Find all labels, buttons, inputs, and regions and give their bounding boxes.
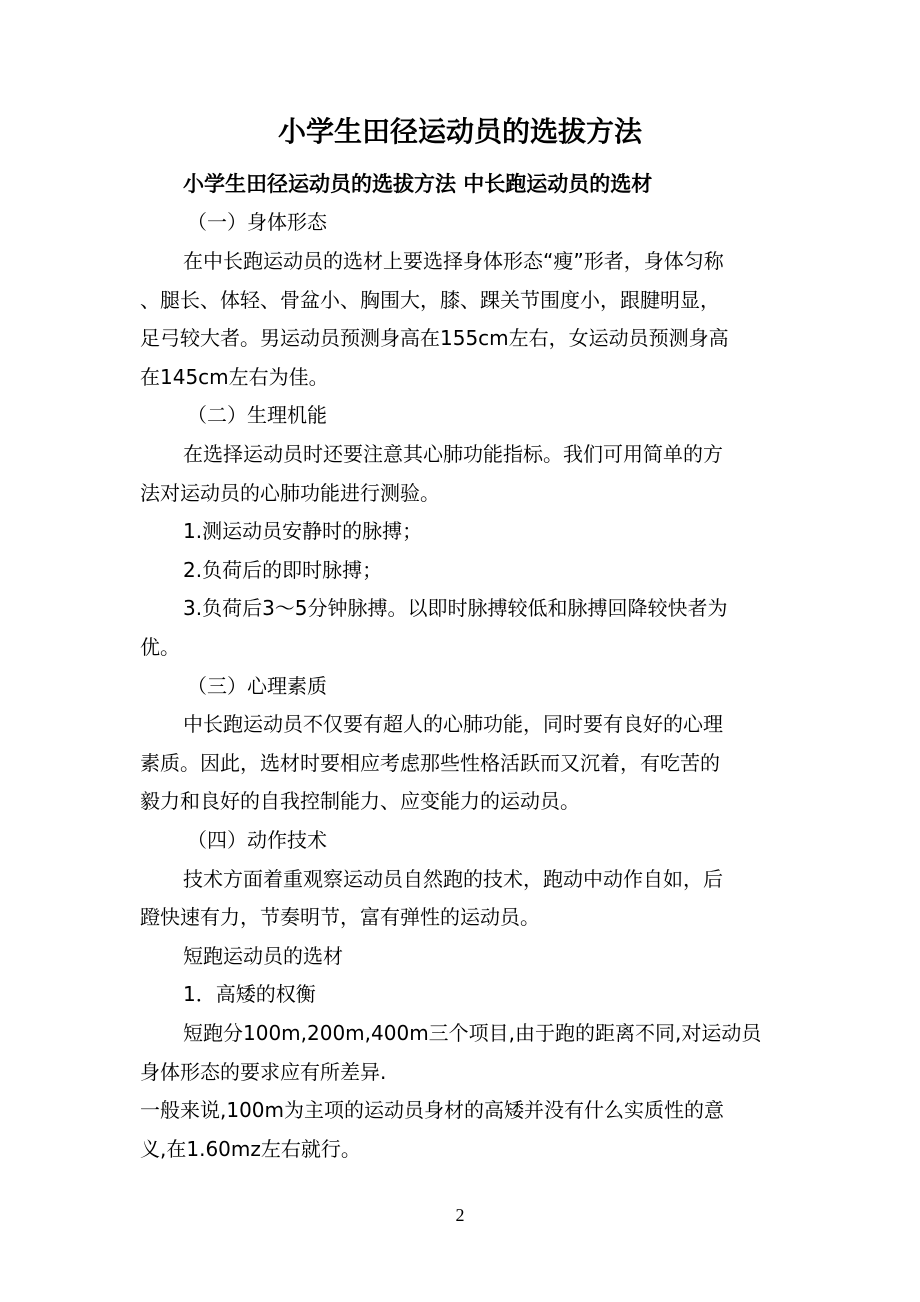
paragraph-line: 优。 <box>140 635 180 659</box>
list-item: 1.测运动员安静时的脉搏； <box>183 519 423 543</box>
section-heading-body-form: （一）身体形态 <box>187 210 327 234</box>
paragraph-line: 身体形态的要求应有所差异. <box>140 1060 387 1084</box>
section-heading-technique: （四）动作技术 <box>187 828 327 852</box>
paragraph-line: 蹬快速有力，节奏明节，富有弹性的运动员。 <box>140 905 540 929</box>
subheading-height: 1．高矮的权衡 <box>183 982 316 1006</box>
paragraph-line: 毅力和良好的自我控制能力、应变能力的运动员。 <box>140 789 580 813</box>
list-item: 3.负荷后3～5分钟脉搏。以即时脉搏较低和脉搏回降较快者为 <box>183 596 728 620</box>
paragraph-line: 素质。因此，选材时要相应考虑那些性格活跃而又沉着，有吃苦的 <box>140 751 720 775</box>
paragraph-line: 在145cm左右为佳。 <box>140 365 329 389</box>
list-item: 2.负荷后的即时脉搏； <box>183 558 383 582</box>
paragraph-line: 技术方面着重观察运动员自然跑的技术，跑动中动作自如，后 <box>183 867 723 891</box>
paragraph-line: 中长跑运动员不仅要有超人的心肺功能，同时要有良好的心理 <box>183 712 723 736</box>
section-heading-physiology: （二）生理机能 <box>187 403 327 427</box>
paragraph-line: 义,在1.60mz左右就行。 <box>140 1137 361 1161</box>
paragraph-line: 足弓较大者。男运动员预测身高在155cm左右，女运动员预测身高 <box>140 326 729 350</box>
section-heading-sprint: 短跑运动员的选材 <box>183 944 343 968</box>
section-heading-psychology: （三）心理素质 <box>187 674 327 698</box>
paragraph-line: 在中长跑运动员的选材上要选择身体形态“瘦”形者，身体匀称 <box>183 249 724 273</box>
page-number: 2 <box>455 1205 465 1225</box>
paragraph-line: 、腿长、体轻、骨盆小、胸围大，膝、踝关节围度小，跟腱明显， <box>140 288 720 312</box>
paragraph-line: 短跑分100m,200m,400m三个项目,由于跑的距离不同,对运动员 <box>183 1021 762 1045</box>
paragraph-line: 法对运动员的心肺功能进行测验。 <box>140 481 440 505</box>
paragraph-line: 在选择运动员时还要注意其心肺功能指标。我们可用简单的方 <box>183 442 723 466</box>
document-title: 小学生田径运动员的选拔方法 <box>277 115 642 148</box>
document-subtitle: 小学生田径运动员的选拔方法 中长跑运动员的选材 <box>183 172 653 196</box>
paragraph-line: 一般来说,100m为主项的运动员身材的高矮并没有什么实质性的意 <box>140 1098 725 1122</box>
